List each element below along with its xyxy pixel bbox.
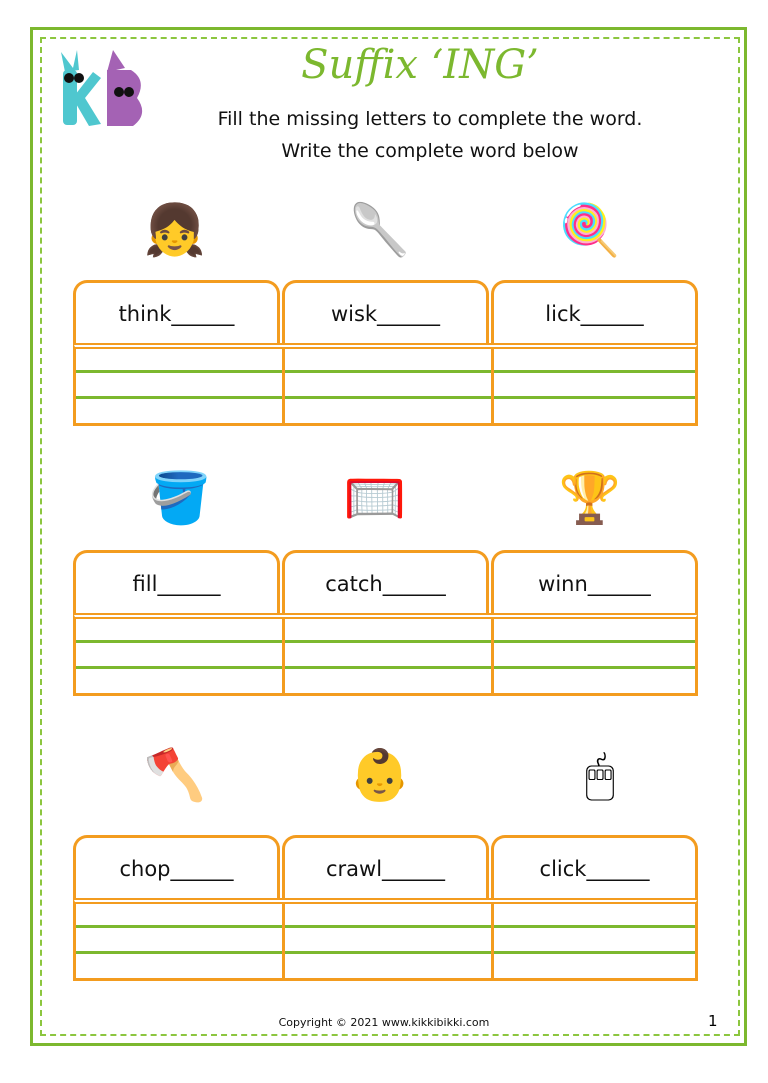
word-row-3 — [73, 835, 698, 981]
divider — [491, 619, 494, 693]
butterfly-net-icon: 🥅 — [343, 469, 407, 527]
bucket-tap-icon: 🪣 — [148, 469, 212, 527]
trophy-boy-icon: 🏆 — [558, 469, 622, 527]
thinking-girl-icon: 👧 — [143, 201, 207, 259]
word-cell: crawl______ — [282, 835, 489, 898]
word-row-1 — [73, 280, 698, 426]
writing-lines[interactable] — [73, 613, 698, 696]
divider — [282, 349, 285, 423]
instruction-line-2: Write the complete word below — [281, 140, 579, 162]
guide-line — [76, 640, 695, 643]
word-cell: think______ — [73, 280, 280, 343]
guide-line — [76, 370, 695, 373]
word-cell: chop______ — [73, 835, 280, 898]
word-cell: catch______ — [282, 550, 489, 613]
lollipop-lips-icon: 🍭 — [558, 201, 622, 259]
divider — [491, 904, 494, 978]
divider — [491, 349, 494, 423]
guide-line — [76, 396, 695, 399]
word-row-2 — [73, 550, 698, 696]
word-cell: lick______ — [491, 280, 698, 343]
writing-lines[interactable] — [73, 343, 698, 426]
writing-lines[interactable] — [73, 898, 698, 981]
guide-line — [76, 666, 695, 669]
kb-logo — [55, 50, 150, 130]
guide-line — [76, 951, 695, 954]
axe-stump-icon: 🪓 — [143, 746, 207, 804]
divider — [282, 904, 285, 978]
page-number: 1 — [708, 1012, 718, 1030]
crawling-baby-icon: 👶 — [348, 746, 412, 804]
word-cell: winn______ — [491, 550, 698, 613]
mouse-click-icon: 🖱 — [585, 746, 615, 804]
divider — [282, 619, 285, 693]
word-cell: click______ — [491, 835, 698, 898]
guide-line — [76, 925, 695, 928]
instruction-line-1: Fill the missing letters to complete the word. — [217, 108, 643, 130]
word-cell: fill______ — [73, 550, 280, 613]
copyright: Copyright © 2021 www.kikkibikki.com — [278, 1016, 490, 1029]
word-cell: wisk______ — [282, 280, 489, 343]
whisk-icon: 🥄 — [348, 201, 412, 259]
page-title: Suffix ‘ING’ — [301, 42, 539, 88]
